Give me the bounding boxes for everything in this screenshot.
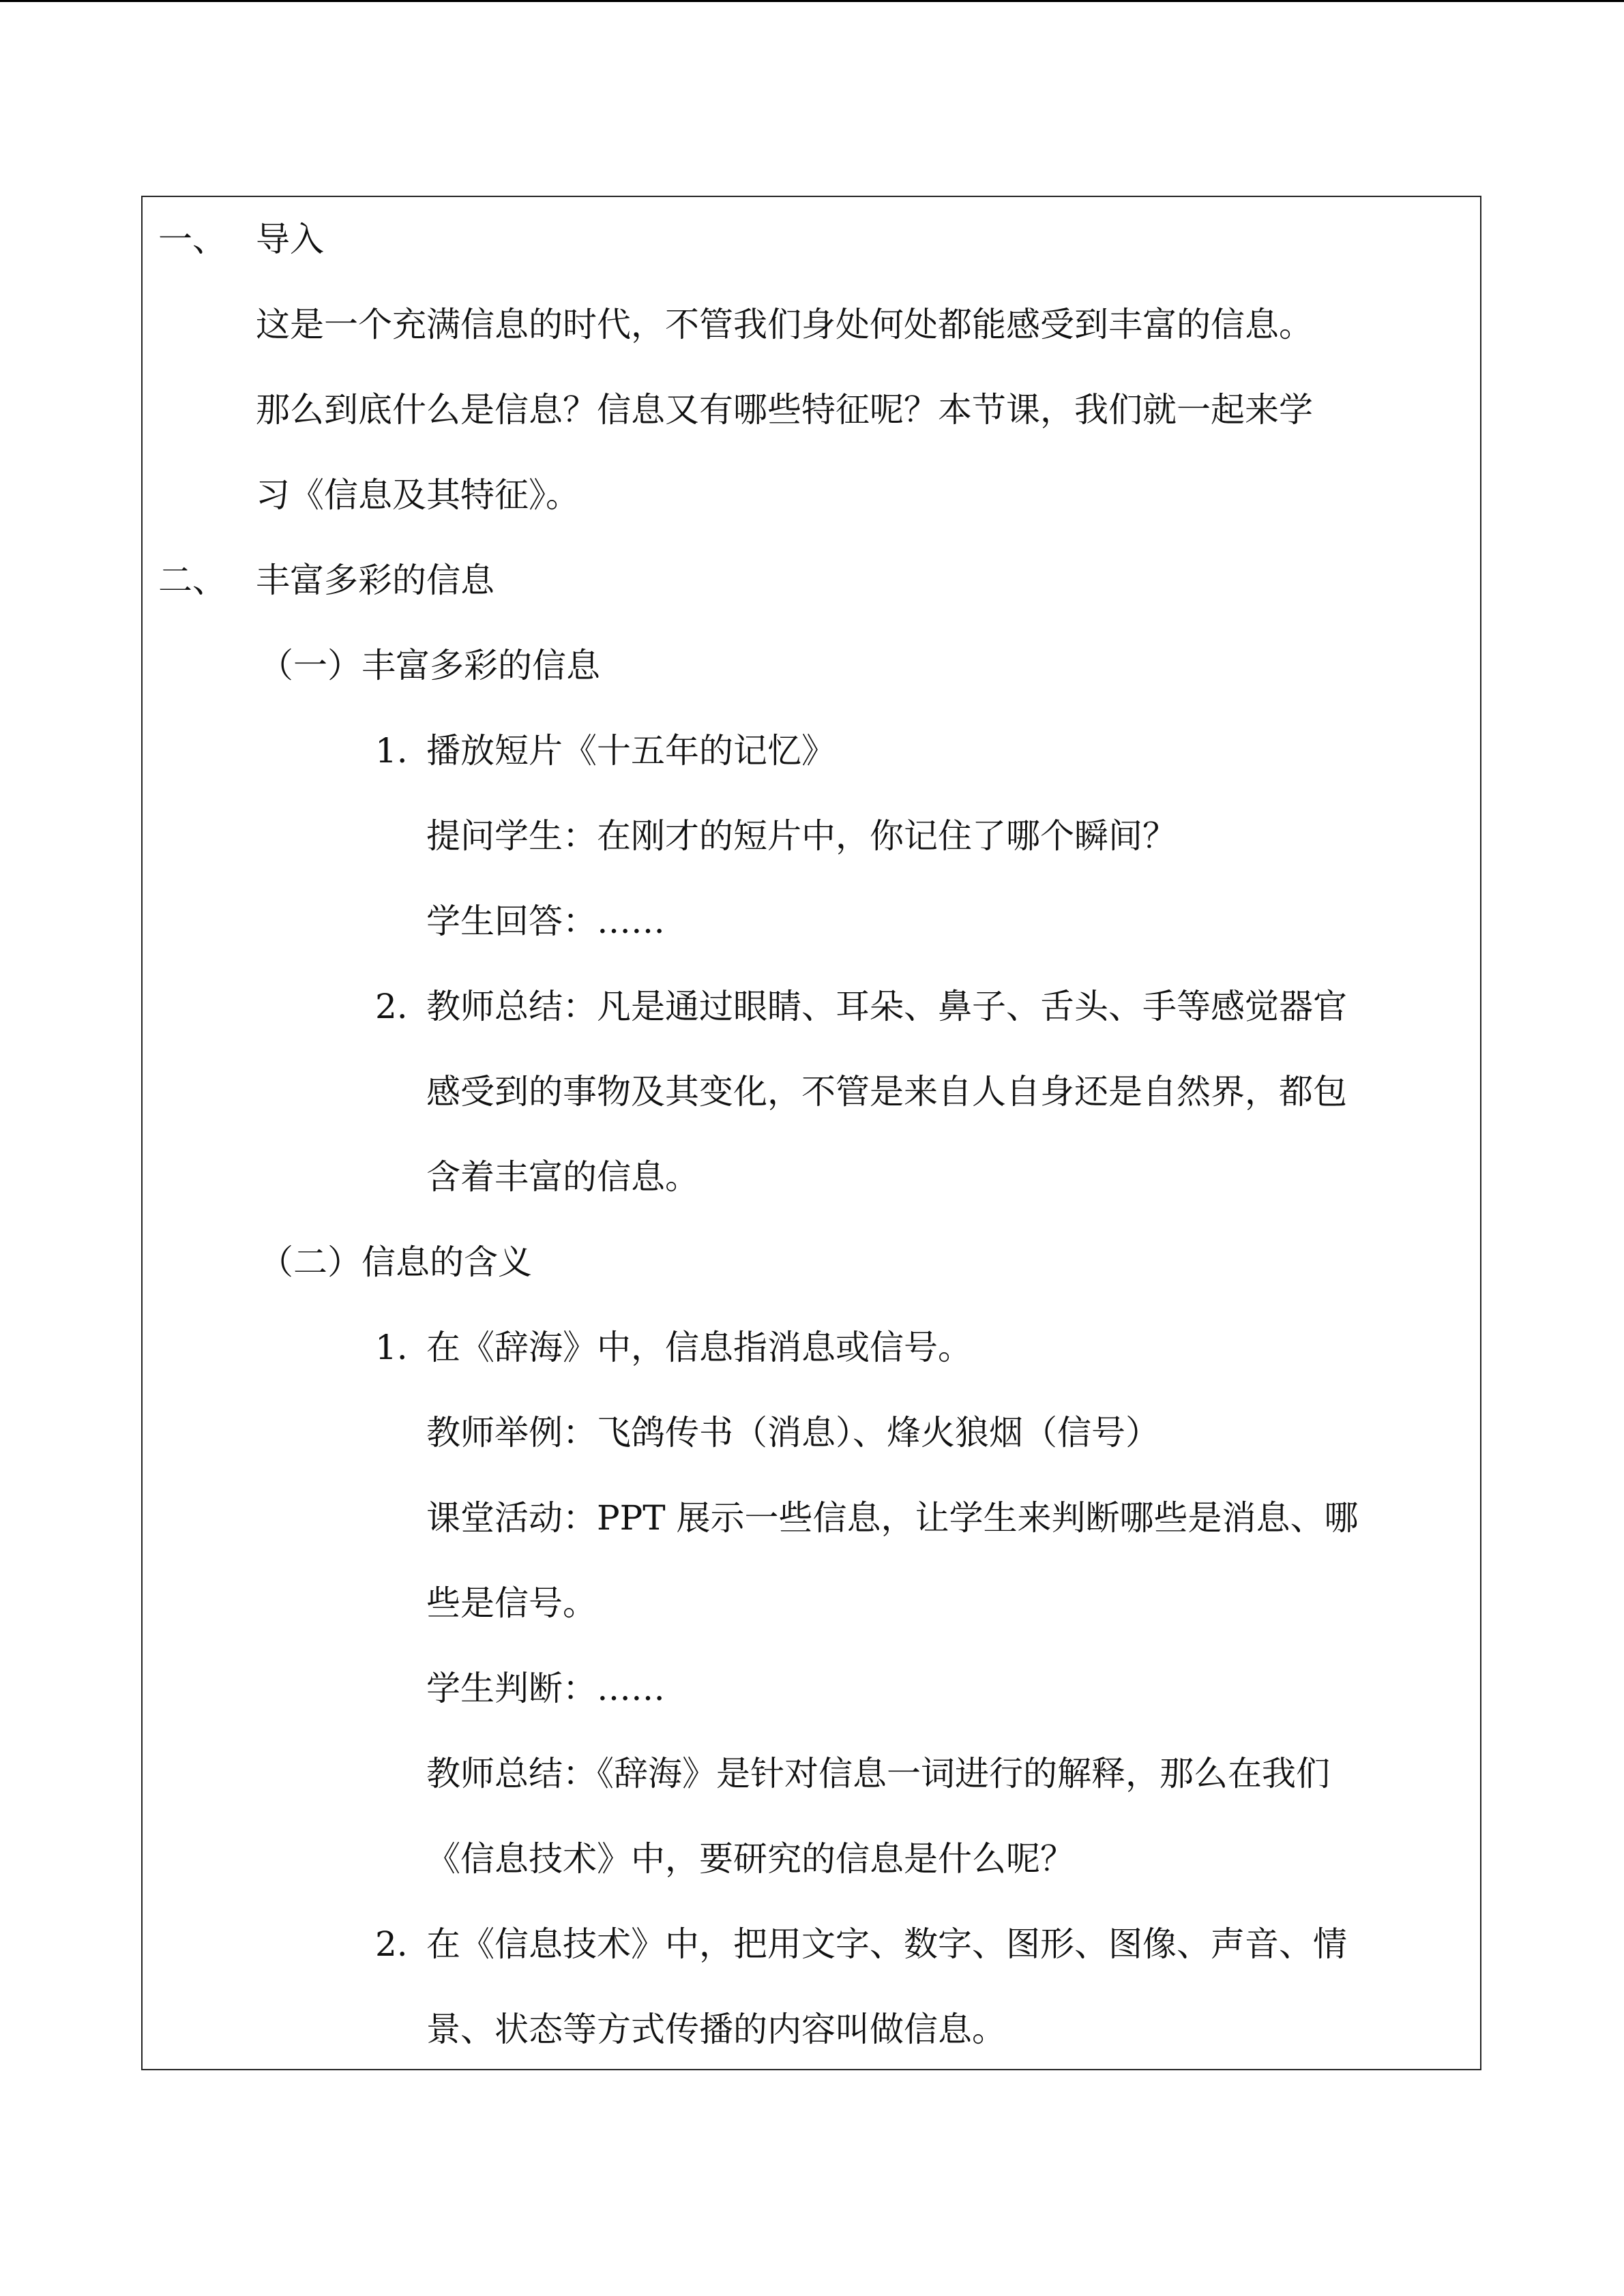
item-note: 课堂活动：PPT 展示一些信息，让学生来判断哪些是消息、哪 [426, 1498, 1359, 1538]
item-number: 2. [375, 987, 408, 1026]
intro-paragraph-line: 这是一个充满信息的时代，不管我们身处何处都能感受到丰富的信息。 [256, 305, 1313, 344]
item-text: 播放短片《十五年的记忆》 [426, 731, 836, 771]
item-number: 1. [375, 1328, 408, 1367]
item-note: 《信息技术》中，要研究的信息是什么呢？ [426, 1839, 1074, 1879]
item-text: 在《辞海》中，信息指消息或信号。 [426, 1328, 972, 1367]
section-number: 二、 [158, 561, 226, 600]
item-text: 教师总结：凡是通过眼睛、耳朵、鼻子、舌头、手等感觉器官 [426, 987, 1347, 1026]
intro-paragraph-line: 习《信息及其特征》。 [256, 475, 580, 515]
section-heading-introduction: 导入 [256, 220, 324, 259]
item-text: 感受到的事物及其变化，不管是来自人自身还是自然界，都包 [426, 1072, 1347, 1112]
item-note: 教师举例：飞鸽传书（消息）、烽火狼烟（信号） [426, 1413, 1160, 1452]
item-note: 教师总结：《辞海》是针对信息一词进行的解释，那么在我们 [426, 1754, 1330, 1793]
subsection-heading: （二）信息的含义 [259, 1242, 532, 1282]
intro-paragraph-line: 那么到底什么是信息？信息又有哪些特征呢？本节课，我们就一起来学 [256, 390, 1313, 430]
item-note: 学生判断：…… [426, 1669, 665, 1708]
item-text: 景、状态等方式传播的内容叫做信息。 [426, 2010, 1006, 2049]
item-note: 些是信号。 [426, 1583, 597, 1623]
item-note: 提问学生：在刚才的短片中，你记住了哪个瞬间？ [426, 816, 1177, 856]
item-number: 2. [375, 1924, 408, 1964]
item-text: 在《信息技术》中，把用文字、数字、图形、图像、声音、情 [426, 1924, 1347, 1964]
section-number: 一、 [158, 220, 226, 259]
subsection-heading: （一）丰富多彩的信息 [259, 646, 600, 685]
item-text: 含着丰富的信息。 [426, 1157, 699, 1197]
item-number: 1. [375, 731, 408, 771]
page-top-rule [0, 0, 1624, 2]
section-heading-rich-information: 丰富多彩的信息 [256, 561, 494, 600]
item-note: 学生回答：…… [426, 901, 665, 941]
